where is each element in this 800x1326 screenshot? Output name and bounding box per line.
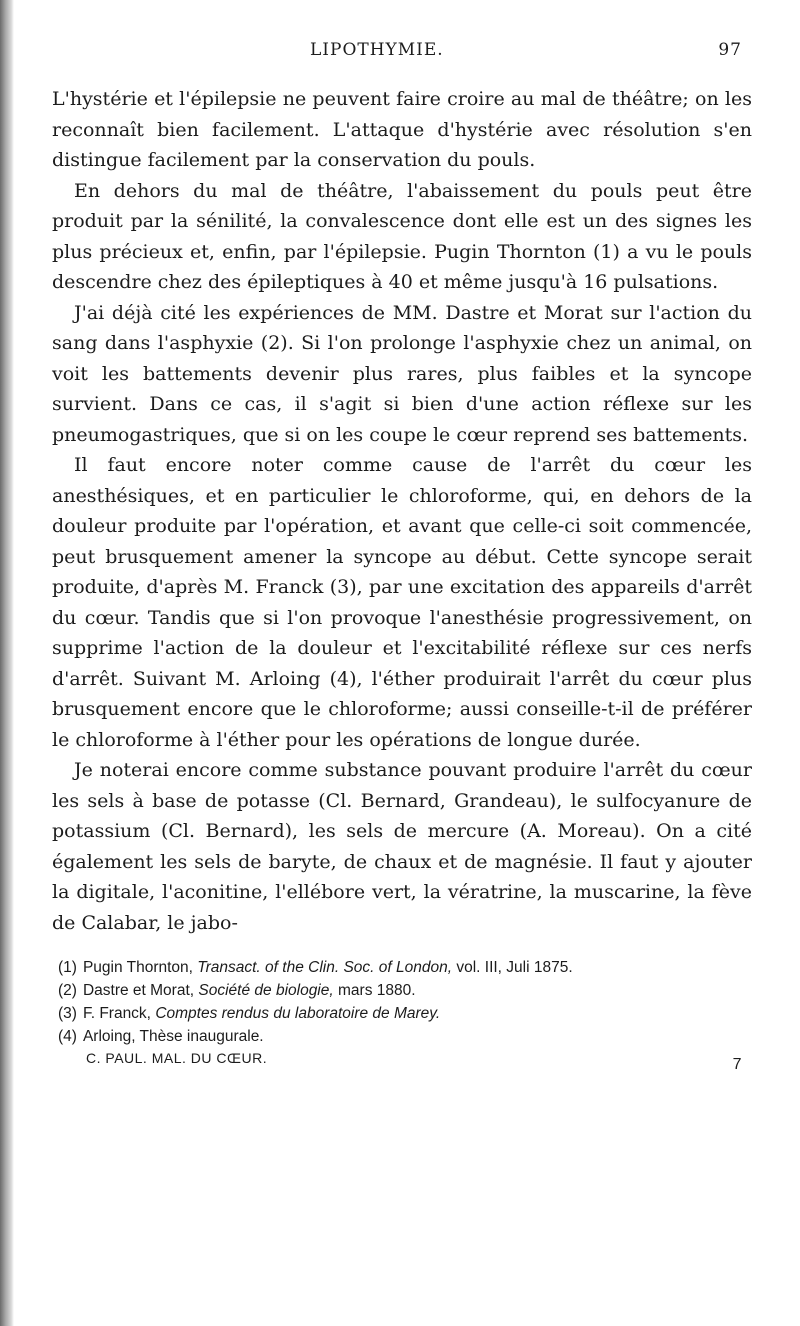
book-spine-shadow [0, 0, 14, 1326]
footnote [58, 1002, 752, 1025]
footnote-number: (3) [58, 1005, 77, 1022]
document-page [52, 40, 752, 1073]
footnote-text: vol. III, Juli 1875. [452, 959, 573, 976]
footnote-text: mars 1880. [333, 982, 416, 999]
footnote-number: (1) [58, 959, 77, 976]
body-text [52, 84, 752, 938]
paragraph: J'ai déjà cité les expériences de MM. Dastre et Morat sur l'action du sang dans l'asphyxie (2). Si l'on prolonge l'asphyxie chez un animal, on voit les battements devenir plus rares, plus faibles et la syncope survient. Dans ce cas, il s'agit si bien d'une action réflexe sur les pneumogastriques, que si on les coupe le cœur reprend ses battements. [52, 301, 752, 446]
footnote-text: Arloing, Thèse inaugurale. [82, 1028, 264, 1045]
page-number: 97 [718, 40, 742, 60]
page-footer [86, 1050, 752, 1073]
page-header [52, 40, 752, 70]
footnotes [52, 956, 752, 1048]
footnote-source-title: Transact. of the Clin. Soc. of London, [197, 959, 453, 976]
footnote-source-title: Société de biologie, [198, 982, 334, 999]
footnote-number: (4) [58, 1028, 77, 1045]
running-title: LIPOTHYMIE. [310, 40, 444, 60]
footnote-text: Dastre et Morat, [82, 982, 199, 999]
footnote [58, 979, 752, 1002]
footnote-number: (2) [58, 982, 77, 999]
paragraph: En dehors du mal de théâtre, l'abaissement du pouls peut être produit par la sénilité, la convalescence dont elle est un des signes les plus précieux et, enfin, par l'épilepsie. Pugin Thornton (1) a vu le pouls descendre chez des épileptiques à 40 et même jusqu'à 16 pulsations. [52, 179, 752, 293]
footnote-text: Pugin Thornton, [82, 959, 198, 976]
footnote [58, 956, 752, 979]
footnote [58, 1025, 752, 1048]
footnote-text: F. Franck, [82, 1005, 156, 1022]
paragraph: L'hystérie et l'épilepsie ne peuvent faire croire au mal de théâtre; on les reconnaît bien facilement. L'attaque d'hystérie avec résolution s'en distingue facilement par la conservation du pouls. [52, 88, 752, 171]
footnote-source-title: Comptes rendus du laboratoire de Marey. [155, 1005, 441, 1022]
paragraph: Il faut encore noter comme cause de l'arrêt du cœur les anesthésiques, et en particulier le chloroforme, qui, en dehors de la douleur produite par l'opération, et avant que celle-ci soit commencée, peut brusquement amener la syncope au début. Cette syncope serait produite, d'après M. Franck (3), par une excitation des appareils d'arrêt du cœur. Tandis que si l'on provoque l'anesthésie progressivement, on supprime l'action de la douleur et l'excitabilité réflexe sur ces nerfs d'arrêt. Suivant M. Arloing (4), l'éther produirait l'arrêt du cœur plus brusquement encore que le chloroforme; aussi conseille-t-il de préférer le chloroforme à l'éther pour les opérations de longue durée. [52, 454, 752, 751]
printer-imprint: C. PAUL. MAL. DU CŒUR. [86, 1050, 268, 1066]
paragraph: Je noterai encore comme substance pouvant produire l'arrêt du cœur les sels à base de potasse (Cl. Bernard, Grandeau), le sulfocyanure de potassium (Cl. Bernard), les sels de mercure (A. Moreau). On a cité également les sels de baryte, de chaux et de magnésie. Il faut y ajouter la digitale, l'aconitine, l'ellébore vert, la vératrine, la muscarine, la fève de Calabar, le jabo- [52, 759, 752, 934]
signature-mark: 7 [732, 1056, 742, 1073]
